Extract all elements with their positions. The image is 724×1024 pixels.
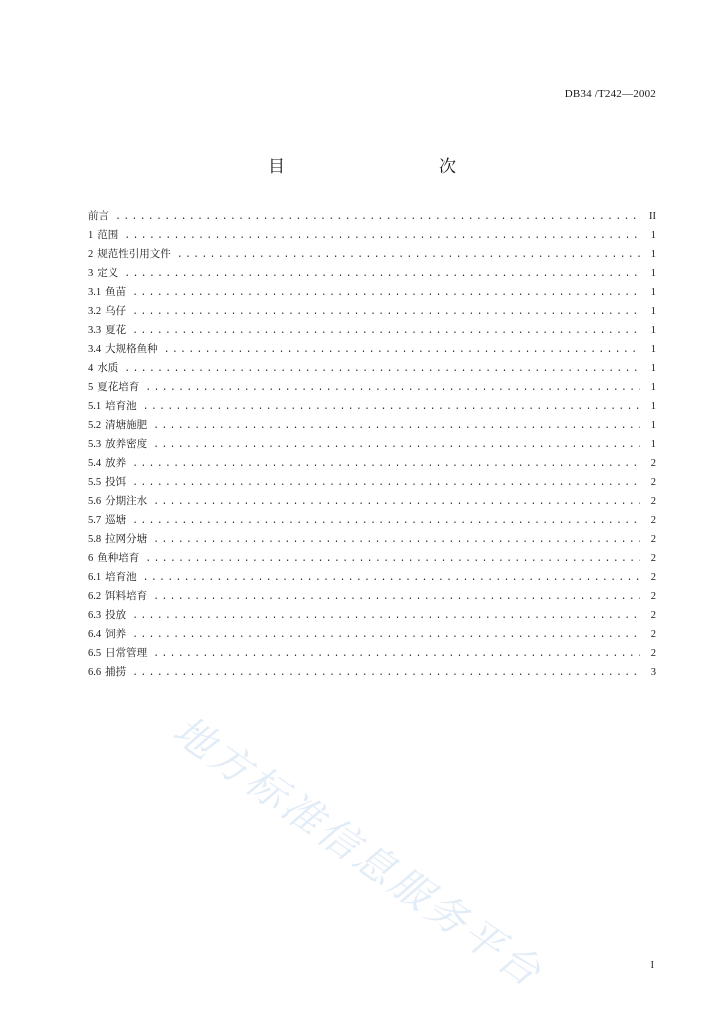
toc-entry[interactable] (88, 626, 656, 645)
toc-entry-label: 放养 (105, 457, 127, 469)
toc-entry-label: 饲养 (105, 628, 127, 640)
toc-entry-page: 1 (650, 420, 656, 431)
toc-entry-number: 3.4 (88, 344, 102, 355)
toc-entry-page: 2 (650, 629, 656, 640)
toc-entry-page: 2 (650, 534, 656, 545)
toc-entry-label: 捕捞 (105, 666, 127, 678)
toc-entry[interactable] (88, 246, 656, 265)
toc-title: 目 次 (268, 157, 496, 177)
toc-entry[interactable] (88, 531, 656, 550)
toc-leader-dots (143, 573, 640, 584)
toc-entry-page: 2 (650, 477, 656, 488)
page-number: I (650, 960, 654, 971)
toc-entry-number: 5.8 (88, 534, 102, 545)
toc-entry-label: 投放 (105, 609, 127, 621)
toc-entry-number: 5.4 (88, 458, 102, 469)
toc-entry-label: 放养密度 (105, 438, 148, 450)
toc-leader-dots (132, 459, 640, 470)
toc-leader-dots (145, 554, 640, 565)
toc-entry-label: 饵料培育 (105, 590, 148, 602)
toc-entry-page: 1 (650, 249, 656, 260)
toc-leader-dots (124, 364, 640, 375)
toc-leader-dots (124, 231, 640, 242)
toc-entry-page: 1 (650, 287, 656, 298)
toc-entry-label: 清塘施肥 (105, 419, 148, 431)
toc-entry-label: 夏花培育 (97, 381, 140, 393)
toc-entry[interactable] (88, 417, 656, 436)
toc-entry-page: 1 (650, 382, 656, 393)
toc-entry-label: 投饵 (105, 476, 127, 488)
toc-leader-dots (132, 478, 640, 489)
toc-leader-dots (153, 592, 640, 603)
toc-entry-number: 6.3 (88, 610, 102, 621)
toc-entry-page: 1 (650, 306, 656, 317)
toc-entry-label: 鱼苗 (105, 286, 127, 298)
toc-entry[interactable] (88, 550, 656, 569)
toc-entry-page: II (649, 211, 656, 222)
toc-entry-page: 1 (650, 344, 656, 355)
toc-entry-page: 1 (650, 230, 656, 241)
toc-entry-page: 1 (650, 363, 656, 374)
toc-entry-page: 1 (650, 325, 656, 336)
toc-leader-dots (132, 611, 640, 622)
toc-entry-number: 5 (88, 382, 94, 393)
toc-leader-dots (153, 497, 640, 508)
toc-entry[interactable] (88, 436, 656, 455)
toc-entry-number: 6 (88, 553, 94, 564)
toc-entry[interactable] (88, 398, 656, 417)
toc-entry-page: 1 (650, 439, 656, 450)
toc-entry[interactable] (88, 474, 656, 493)
toc-entry-label: 范围 (97, 229, 119, 241)
toc-leader-dots (132, 307, 640, 318)
toc-entry-page: 2 (650, 610, 656, 621)
toc-entry[interactable] (88, 512, 656, 531)
toc-entry[interactable] (88, 284, 656, 303)
toc-entry-number: 6.5 (88, 648, 102, 659)
toc-entry-number: 3.2 (88, 306, 102, 317)
toc-entry-page: 2 (650, 553, 656, 564)
toc-entry-label: 日常管理 (105, 647, 148, 659)
toc-entry[interactable] (88, 360, 656, 379)
toc-entry-label: 鱼种培育 (97, 552, 140, 564)
toc-entry-page: 2 (650, 591, 656, 602)
toc-leader-dots (145, 383, 640, 394)
toc-entry-label: 拉网分塘 (105, 533, 148, 545)
toc-entry-label: 夏花 (105, 324, 127, 336)
toc-entry-label: 培育池 (105, 400, 137, 412)
toc-leader-dots (143, 402, 640, 413)
toc-entry-page: 2 (650, 458, 656, 469)
toc-entry[interactable] (88, 341, 656, 360)
toc-entry[interactable] (88, 379, 656, 398)
toc-entry-number: 3 (88, 268, 94, 279)
toc-leader-dots (132, 326, 640, 337)
toc-leader-dots (153, 649, 640, 660)
toc-entry-number: 2 (88, 249, 94, 260)
toc-leader-dots (132, 630, 640, 641)
toc-leader-dots (124, 269, 640, 280)
toc-leader-dots (132, 288, 640, 299)
toc-entry[interactable] (88, 588, 656, 607)
toc-entry-number: 5.2 (88, 420, 102, 431)
toc-entry-label: 巡塘 (105, 514, 127, 526)
toc-entry-number: 5.3 (88, 439, 102, 450)
toc-entry-number: 4 (88, 363, 94, 374)
toc-entry-number: 5.1 (88, 401, 102, 412)
toc-leader-dots (132, 668, 640, 679)
toc-entry-label: 大规格鱼种 (105, 343, 158, 355)
toc-entry[interactable] (88, 303, 656, 322)
toc-entry[interactable] (88, 569, 656, 588)
toc-entry-label: 乌仔 (105, 305, 127, 317)
toc-leader-dots (153, 535, 640, 546)
watermark: 地方标准信息服务平台 (164, 707, 552, 998)
toc-entry-page: 1 (650, 268, 656, 279)
toc-entry[interactable] (88, 493, 656, 512)
toc-entry-page: 3 (650, 667, 656, 678)
toc-entry-page: 2 (650, 572, 656, 583)
toc-leader-dots (153, 421, 640, 432)
toc-entry[interactable] (88, 664, 656, 683)
toc-leader-dots (164, 345, 640, 356)
toc-entry[interactable] (88, 607, 656, 626)
toc-entry-number: 6.1 (88, 572, 102, 583)
toc-entry-number: 6.2 (88, 591, 102, 602)
toc-entry-page: 2 (650, 515, 656, 526)
toc-entry[interactable] (88, 645, 656, 664)
toc-entry-number: 5.6 (88, 496, 102, 507)
toc-leader-dots (153, 440, 640, 451)
toc-entry-page: 1 (650, 401, 656, 412)
toc-entry-label: 分期注水 (105, 495, 148, 507)
toc-entry-number: 3.3 (88, 325, 102, 336)
toc-entry-page: 2 (650, 496, 656, 507)
toc-entry-label: 规范性引用文件 (97, 248, 171, 260)
toc-entry[interactable] (88, 455, 656, 474)
toc-leader-dots (115, 212, 640, 223)
toc-entry-page: 2 (650, 648, 656, 659)
toc-entry-number: 6.6 (88, 667, 102, 678)
toc-entry-label: 前言 (88, 210, 109, 222)
toc-entry-number: 1 (88, 230, 94, 241)
toc-leader-dots (132, 516, 640, 527)
toc-entry-number: 6.4 (88, 629, 102, 640)
toc-entry[interactable] (88, 227, 656, 246)
toc-entry-number: 3.1 (88, 287, 102, 298)
toc-entry-label: 水质 (97, 362, 119, 374)
table-of-contents (88, 208, 656, 683)
standard-code: DB34 /T242—2002 (564, 88, 656, 100)
toc-entry[interactable] (88, 322, 656, 341)
toc-entry-number: 5.7 (88, 515, 102, 526)
toc-entry-label: 定义 (97, 267, 119, 279)
toc-entry[interactable] (88, 208, 656, 227)
toc-entry[interactable] (88, 265, 656, 284)
toc-leader-dots (177, 250, 640, 261)
toc-entry-number: 5.5 (88, 477, 102, 488)
toc-entry-label: 培育池 (105, 571, 137, 583)
